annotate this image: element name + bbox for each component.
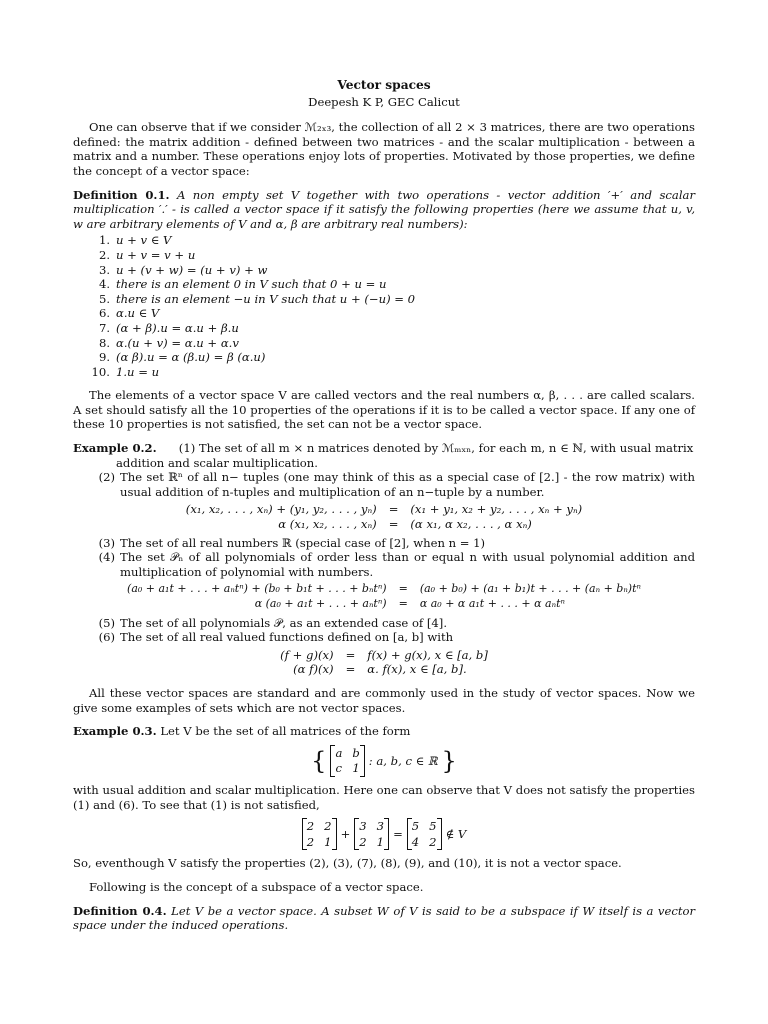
property-list — [73, 233, 695, 379]
page-title: Vector spaces — [337, 78, 431, 92]
list-item: 10. 1.u = u — [91, 364, 160, 379]
list-item: 2. u + v = v + u — [98, 247, 196, 262]
example-0-3: Example 0.3. Let V be the set of all matrices of the form — [73, 724, 411, 739]
example-label: Example 0.2. — [73, 441, 157, 456]
definition-0-1 — [73, 188, 695, 232]
example-item-5: (5) The set of all polynomials 𝒫, as an extended case of [4]. — [98, 615, 448, 630]
list-item: 9. (α β).u = α (β.u) = β (α.u) — [98, 350, 266, 365]
matrix: 5 5 4 2 — [407, 818, 442, 850]
list-item: 4. there is an element 0 in V such that 0 + u = u — [98, 277, 387, 292]
list-item: 8. α.(u + v) = α.u + α.v — [98, 335, 239, 350]
list-item: 1. u + v ∈ V — [98, 233, 172, 248]
intro-paragraph: One can observe that if we consider ℳ₂ₓ₃, the collection of all 2 × 3 matrices, there are two operations defined: the matrix addition - defined between two matrices - and the scalar multiplication - between a matrix and a number. These operations enjoy lots of properties. Motivated by those properties, we define the concept of a vector space: — [73, 120, 695, 178]
equation-polynomials: (a₀ + a₁t + . . . + aₙtⁿ) + (b₀ + b₁t + . . . + bₙtⁿ) = (a₀ + b₀) + (a₁ + b₁)t + . . . + (aₙ + bₙ)tⁿ α (a₀ + a₁t + . . . + aₙtⁿ) = α a₀ + α a₁t + . . . + α aₙtⁿ — [127, 582, 641, 610]
example-label: Example 0.3. — [73, 724, 157, 739]
example-first-line: Example 0.2. (1) The set of all m × n matrices denoted by ℳₘₓₙ, for each m, n ∈ ℕ, with usual matrix — [73, 441, 694, 456]
list-item: 7. (α + β).u = α.u + β.u — [98, 320, 239, 335]
example-item-1: The set of all m × n matrices denoted by ℳₘₓₙ, for each m, n ∈ ℕ, with usual matrix — [198, 441, 694, 456]
definition-label: Definition 0.4. — [73, 903, 167, 918]
example-0-3-body: with usual addition and scalar multiplication. Here one can observe that V does not satisfy the properties (1) and (6). To see that (1) is not satisfied, — [73, 782, 695, 812]
author-line: Deepesh K P, GEC Calicut — [308, 94, 460, 109]
definition-0-4 — [73, 904, 695, 933]
document-page — [73, 78, 695, 933]
example-item-4: (4) The set 𝒫ₙ of all polynomials of order less than or equal n with usual polynomial addition and multiplication of polynomial with numbers. — [98, 550, 695, 579]
matrix: 2 2 2 1 — [302, 818, 337, 850]
matrix: 3 3 2 1 — [354, 818, 389, 850]
definition-label: Definition 0.1. — [73, 187, 170, 202]
example-item-6: (6) The set of all real valued functions defined on [a, b] with — [98, 630, 454, 645]
equation-functions: (f + g)(x) = f(x) + g(x), x ∈ [a, b] (α f)(x) = α. f(x), x ∈ [a, b]. — [280, 647, 488, 677]
example-item-2: (2) The set ℝⁿ of all n− tuples (one may think of this as a special case of [2.] - the row matrix) with usual addition of n-tuples and multiplication of an n−tuple by a number. — [98, 470, 695, 499]
equation-tuples: (x₁, x₂, . . . , xₙ) + (y₁, y₂, . . . , yₙ) = (x₁ + y₁, x₂ + y₂, . . . , xₙ + yₙ) α (x₁, x₂, . . . , xₙ) = (α x₁, α x₂, . . . , α xₙ) — [185, 502, 583, 532]
definition-text: Let V be a vector space. A subset W of V is said to be a subspace if W itself is a vector space under the induced operations. — [73, 903, 696, 933]
matrix-sum: 2 2 2 1 + 3 3 2 1 = 5 5 4 2 ∉ V — [73, 818, 695, 850]
definition-text: A non empty set V together with two operations - vector addition ′+′ and scalar multiplication ′.′ - is called a vector space if it satisfy the following properties (here we assume that u, v, w are arbitrary elements of V and α, β are arbitrary real numbers): — [73, 187, 696, 231]
standard-spaces-paragraph: All these vector spaces are standard and are commonly used in the study of vector spaces. Now we give some examples of sets which are not vector spaces. — [73, 685, 695, 715]
example-item-3: (3) The set of all real numbers ℝ (special case of [2], when n = 1) — [98, 535, 486, 550]
subspace-intro: Following is the concept of a subspace of a vector space. — [89, 879, 424, 894]
list-item: 5. there is an element −u in V such that u + (−u) = 0 — [98, 291, 416, 306]
example-0-3-conclusion: So, eventhough V satisfy the properties (2), (3), (7), (8), (9), and (10), it is not a vector space. — [73, 856, 622, 871]
example-item-1-cont: addition and scalar multiplication. — [116, 455, 318, 470]
matrix: a b c 1 — [330, 745, 364, 777]
set-definition: { a b c 1 : a, b, c ∈ ℝ } — [311, 745, 457, 776]
list-item: 3. u + (v + w) = (u + v) + w — [98, 262, 268, 277]
vectors-paragraph: The elements of a vector space V are called vectors and the real numbers α, β, . . . are called scalars. A set should satisfy all the 10 properties of the operations if it is to be called a vector space. If any one of these 10 properties is not satisfied, the set can not be a vector space. — [73, 388, 695, 432]
example-0-2 — [73, 441, 695, 677]
list-item: 6. α.u ∈ V — [98, 306, 160, 321]
